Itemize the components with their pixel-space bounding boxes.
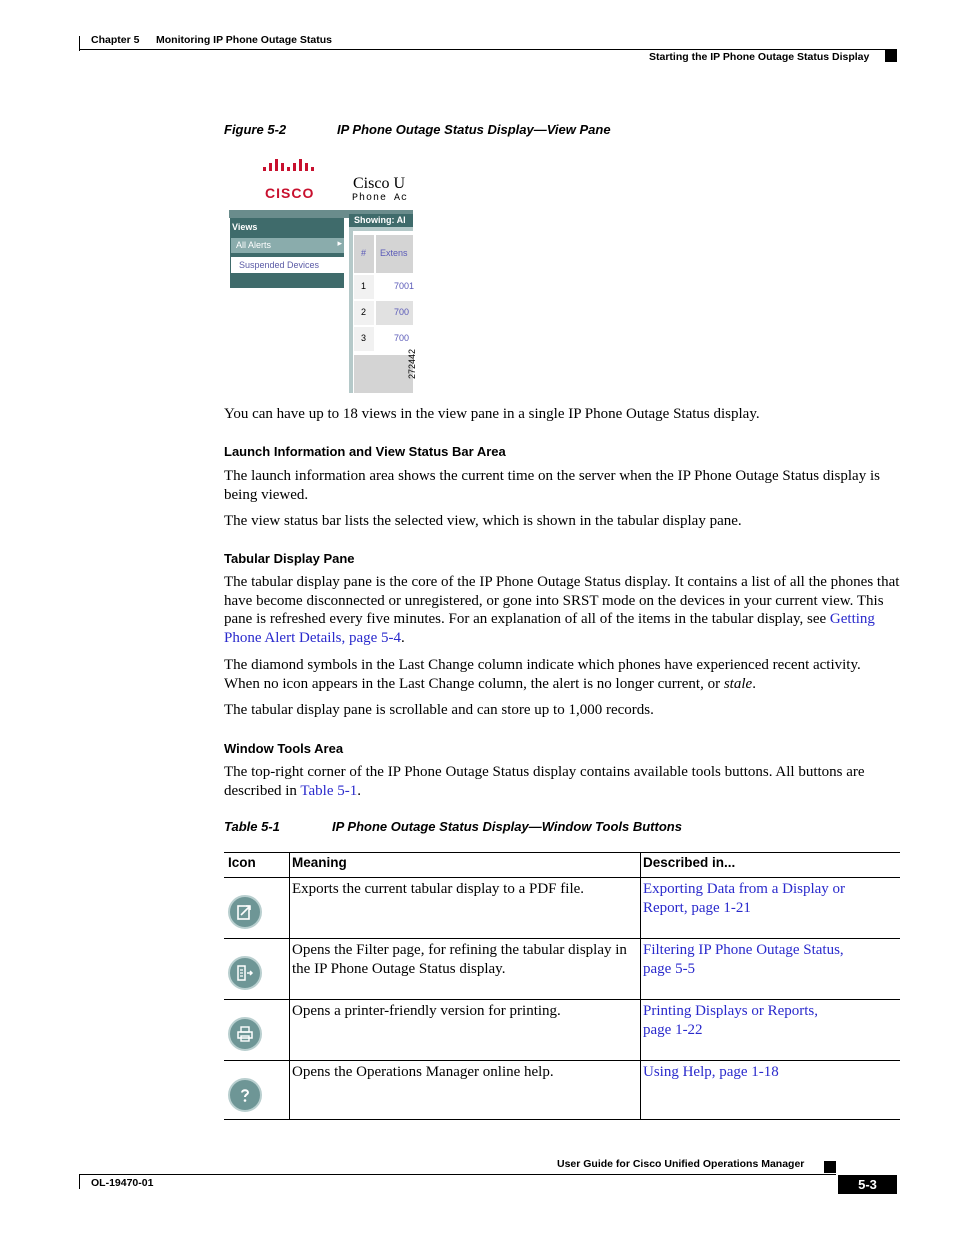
link-exporting-data-page[interactable]: Report, page 1-21 [643, 900, 751, 916]
column-header-icon: Icon [228, 855, 256, 870]
sidebar-item-label: All Alerts [236, 240, 272, 250]
row-meaning: Exports the current tabular display to a PDF file. [292, 881, 585, 897]
table-empty-area [354, 355, 413, 393]
footer-doc-number: OL-19470-01 [91, 1177, 154, 1189]
table-divider [640, 852, 641, 1120]
table-rule [224, 938, 900, 939]
row-meaning: Opens the Operations Manager online help. [292, 1064, 554, 1080]
paragraph-view-status-bar: The view status bar lists the selected view, which is shown in the tabular display pane. [224, 513, 742, 529]
footer-guide-title: User Guide for Cisco Unified Operations Manager [557, 1158, 805, 1170]
table-row-extension[interactable]: 700 [376, 327, 413, 351]
tabular-display-pane [349, 227, 413, 393]
header-rule [79, 49, 897, 50]
views-sidebar [230, 218, 344, 288]
paragraph-launch-info: The launch information area shows the current time on the server when the IP Phone Outage Status display is being viewed. [224, 468, 880, 503]
footer-square [824, 1161, 836, 1173]
subheading-launch-info: Launch Information and View Status Bar Area [224, 444, 506, 459]
link-filtering[interactable]: Filtering IP Phone Outage Status, [643, 942, 844, 958]
views-heading: Views [232, 222, 258, 232]
paragraph-tabular-pane: The tabular display pane is the core of the IP Phone Outage Status display. It contains a list of all the phones that have become disconnected or unregistered, or gone into SRST mode on the devices in your current view. This pane is refreshed every five minutes. For an explanation of all of the items in the tabular display, see Getting Phone Alert Details, page 5-4. [224, 574, 900, 646]
page-number: 5-3 [838, 1175, 897, 1194]
help-icon [228, 1078, 262, 1112]
link-table-5-1[interactable]: Table 5-1 [300, 782, 358, 799]
pdf-export-icon [228, 895, 262, 929]
table-label: Table 5-1 [224, 819, 280, 834]
row-described-in [643, 1063, 897, 1082]
header-section: Starting the IP Phone Outage Status Display [649, 51, 870, 63]
filter-icon [228, 956, 262, 990]
table-rule [224, 1119, 900, 1120]
link-printing-page[interactable]: page 1-22 [643, 1022, 703, 1038]
footer-rule [79, 1174, 836, 1175]
row-described-in [643, 880, 897, 918]
column-header-extension[interactable]: Extens [376, 235, 413, 273]
table-rule [224, 852, 900, 853]
paragraph-window-tools: The top-right corner of the IP Phone Outage Status display contains available tools buttons. All buttons are described in Table 5-1. [224, 764, 865, 799]
subheading-window-tools: Window Tools Area [224, 741, 344, 756]
paragraph-diamond-symbols: The diamond symbols in the Last Change column indicate which phones have experienced recent activity. When no icon appears in the Last Change column, the alert is no longer current, or stale. [224, 657, 861, 692]
table-title: IP Phone Outage Status Display—Window Tools Buttons [332, 819, 682, 834]
footer-left-bar [79, 1174, 80, 1189]
app-title-line2: Phone Ac [352, 193, 409, 204]
sidebar-item-label: Suspended Devices [239, 260, 320, 270]
paragraph-views-count: You can have up to 18 views in the view pane in a single IP Phone Outage Status display. [224, 406, 760, 422]
row-described-in [643, 1002, 897, 1040]
link-exporting-data[interactable]: Exporting Data from a Display or [643, 881, 846, 897]
table-row-number: 2 [354, 301, 374, 325]
sidebar-item-all-alerts[interactable] [231, 238, 344, 253]
row-meaning: Opens the Filter page, for refining the tabular display in the IP Phone Outage Status display. [292, 942, 627, 977]
row-meaning: Opens a printer-friendly version for printing. [292, 1003, 561, 1019]
figure-title: IP Phone Outage Status Display—View Pane [337, 122, 611, 137]
subheading-tabular-pane: Tabular Display Pane [224, 551, 355, 566]
table-row-extension[interactable]: 7001 [376, 275, 413, 299]
figure-image-id: 272442 [407, 348, 417, 379]
table-divider [289, 852, 290, 1120]
table-rule [224, 999, 900, 1000]
row-described-in [643, 941, 897, 979]
figure-label: Figure 5-2 [224, 122, 287, 137]
table-rule [224, 1060, 900, 1061]
arrow-right-icon: ▸ [337, 239, 342, 249]
header-chapter: Chapter 5 [91, 34, 140, 46]
printer-icon [228, 1017, 262, 1051]
paragraph-scrollable: The tabular display pane is scrollable and can store up to 1,000 records. [224, 702, 654, 718]
table-rule [224, 877, 900, 878]
cisco-logo: CISCO [265, 185, 315, 201]
app-title-line1: Cisco U [353, 175, 405, 192]
header-square [885, 50, 897, 62]
sidebar-item-suspended-devices[interactable] [231, 257, 344, 273]
column-header-meaning: Meaning [292, 855, 347, 870]
link-getting-phone-alert-details[interactable]: Getting Phone Alert Details, page 5-4 [224, 611, 875, 646]
link-using-help[interactable]: Using Help, page 1-18 [643, 1064, 779, 1080]
figure-screenshot [229, 163, 417, 393]
table-row-extension[interactable]: 700 [376, 301, 413, 325]
view-status-bar [349, 214, 413, 227]
link-printing[interactable]: Printing Displays or Reports, [643, 1003, 818, 1019]
table-row-number: 1 [354, 275, 374, 299]
column-header-described-in: Described in... [643, 855, 736, 870]
link-filtering-page[interactable]: page 5-5 [643, 961, 696, 977]
header-chapter-title: Monitoring IP Phone Outage Status [156, 34, 332, 46]
table-row-number: 3 [354, 327, 374, 351]
showing-label: Showing: Al [354, 215, 406, 225]
column-header-number[interactable]: # [354, 235, 374, 273]
